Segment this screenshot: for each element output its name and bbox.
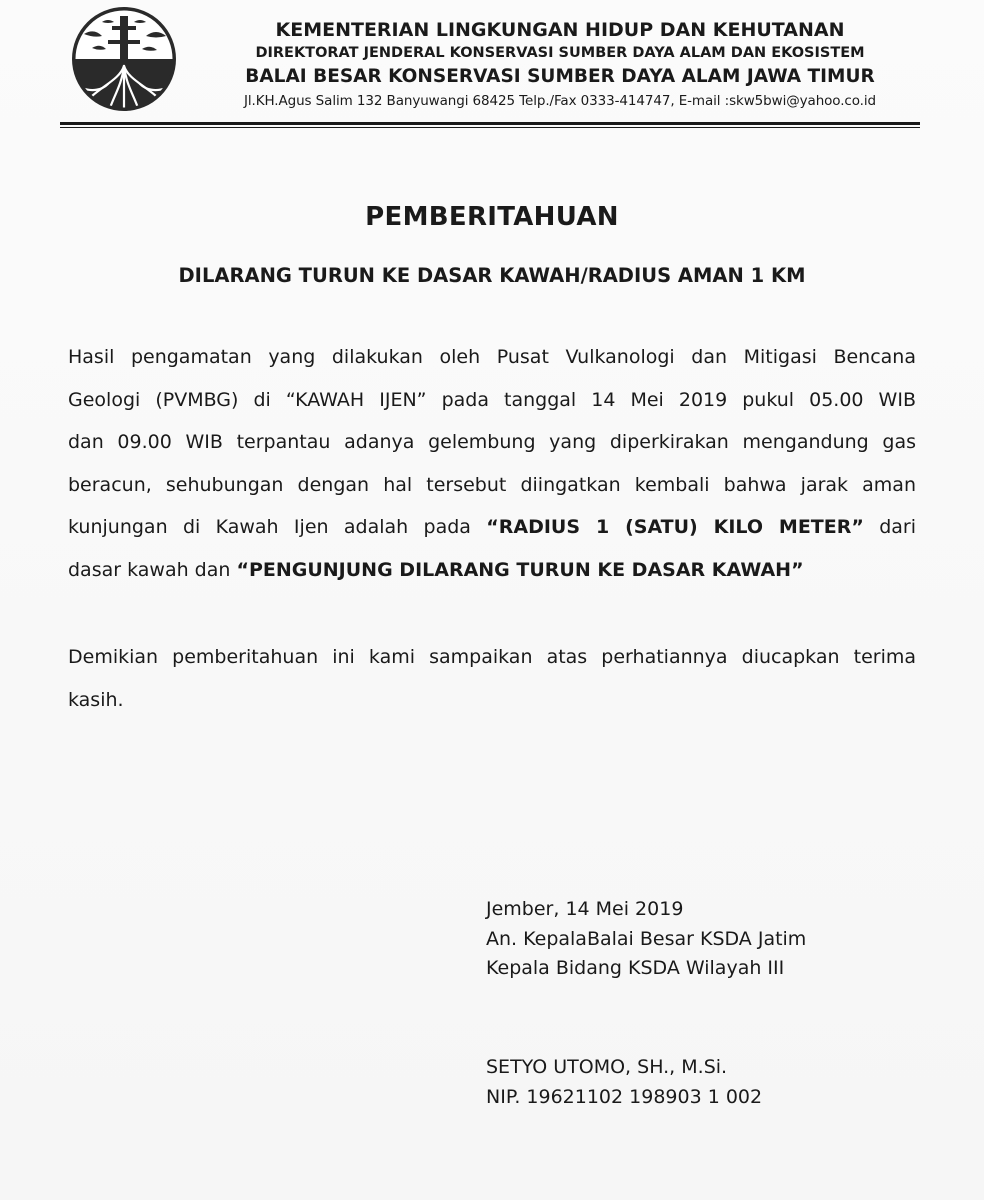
paragraph-line: dan 09.00 WIB terpantau adanya gelembung yang diperkirakan mengandung gas xyxy=(68,431,916,453)
letterhead-divider-thin xyxy=(60,127,920,128)
notice-title: PEMBERITAHUAN xyxy=(365,202,619,232)
paragraph-line: beracun, sehubungan dengan hal tersebut diingatkan kembali bahwa jarak aman xyxy=(68,473,916,496)
signatory-nip: NIP. 19621102 198903 1 002 xyxy=(486,1085,763,1108)
body-paragraph-1 xyxy=(68,336,916,591)
body-paragraph-2 xyxy=(68,636,916,721)
paragraph-text: dasar kawah dan xyxy=(68,558,237,581)
signatory-name: SETYO UTOMO, SH., M.Si. xyxy=(486,1056,728,1078)
paragraph-line: Geologi (PVMBG) di “KAWAH IJEN” pada tanggal 14 Mei 2019 pukul 05.00 WIB xyxy=(68,388,916,411)
signatory-block xyxy=(486,1053,926,1112)
ministry-tree-emblem-icon xyxy=(62,4,186,114)
signature-position: Kepala Bidang KSDA Wilayah III xyxy=(486,957,785,979)
signature-block xyxy=(486,895,926,984)
paragraph-text: dari xyxy=(863,516,916,538)
letterhead-ministry: KEMENTERIAN LINGKUNGAN HIDUP DAN KEHUTANAN xyxy=(275,19,845,41)
paragraph-line: Demikian pemberitahuan ini kami sampaikan atas perhatiannya diucapkan terima xyxy=(68,646,916,668)
notice-subtitle: DILARANG TURUN KE DASAR KAWAH/RADIUS AMAN 1 KM xyxy=(178,264,806,287)
letterhead-divider-thick xyxy=(60,122,920,125)
prohibition-emphasis: “PENGUNJUNG DILARANG TURUN KE DASAR KAWAH” xyxy=(236,558,804,581)
radius-emphasis: “RADIUS 1 (SATU) KILO METER” xyxy=(486,516,864,538)
signature-place-date: Jember, 14 Mei 2019 xyxy=(486,898,684,920)
paragraph-line xyxy=(68,506,916,549)
signature-on-behalf: An. KepalaBalai Besar KSDA Jatim xyxy=(486,927,807,950)
letterhead-office: BALAI BESAR KONSERVASI SUMBER DAYA ALAM JAWA TIMUR xyxy=(245,66,875,87)
paragraph-line xyxy=(68,549,916,592)
letterhead xyxy=(190,18,930,112)
paragraph-text: kunjungan di Kawah Ijen adalah pada xyxy=(68,516,487,538)
paragraph-line: Hasil pengamatan yang dilakukan oleh Pusat Vulkanologi dan Mitigasi Bencana xyxy=(68,346,916,368)
letterhead-directorate: DIREKTORAT JENDERAL KONSERVASI SUMBER DAYA ALAM DAN EKOSISTEM xyxy=(255,45,865,61)
letterhead-address: Jl.KH.Agus Salim 132 Banyuwangi 68425 Telp./Fax 0333-414747, E-mail :skw5bwi@yahoo.co.id xyxy=(244,93,876,109)
paragraph-line: kasih. xyxy=(68,688,124,711)
